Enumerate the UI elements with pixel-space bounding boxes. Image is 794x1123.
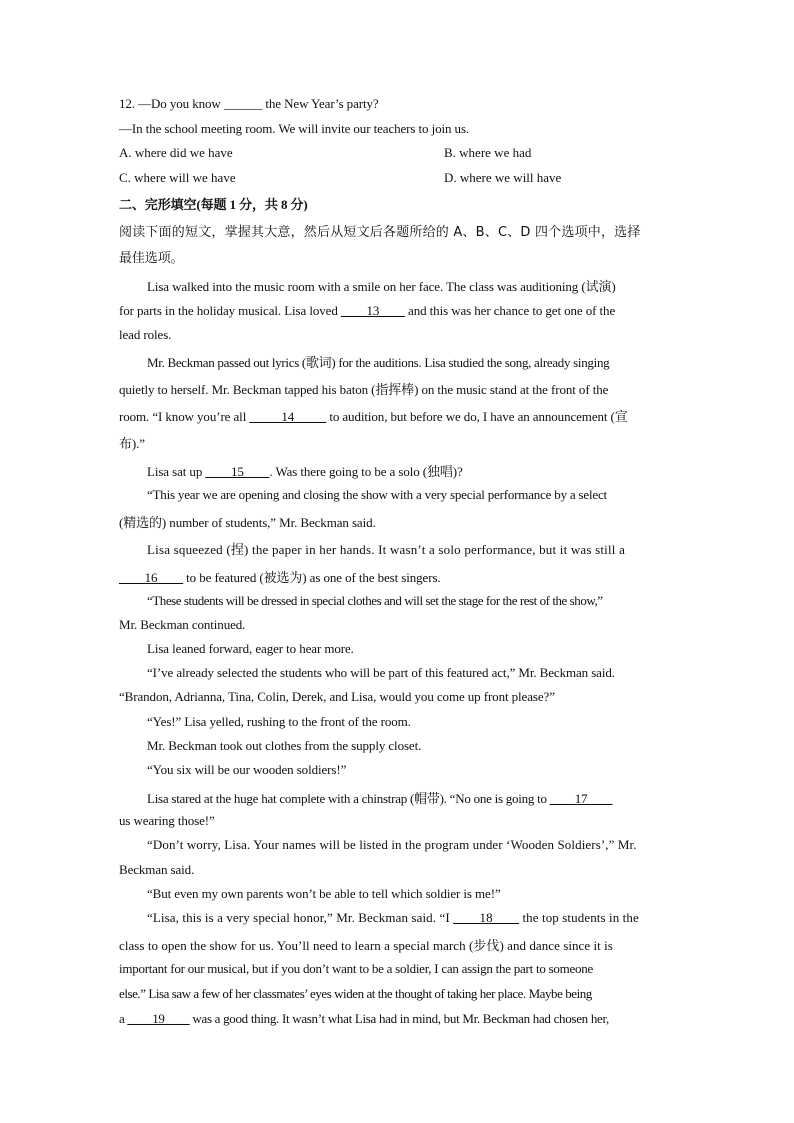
passage-p1-line-1: Lisa walked into the music room with a smile on her face. The class was auditioning (试演): [147, 279, 616, 294]
passage-p7: Lisa leaned forward, eager to hear more.: [147, 641, 354, 656]
option-d: D. where we will have: [444, 170, 562, 185]
passage-p4-line-2: (精选的) number of students,” Mr. Beckman said.: [119, 515, 376, 530]
passage-p15-line-4: else.” Lisa saw a few of her classmates’ eyes widen at the thought of taking her place. Maybe being: [119, 986, 592, 1001]
passage-p2-line-2: quietly to herself. Mr. Beckman tapped his baton (指挥棒) on the music stand at the front of the: [119, 382, 609, 397]
passage-text: “Lisa, this is a very special honor,” Mr. Beckman said. “I: [147, 910, 454, 925]
passage-text: room. “I know you’re all: [119, 409, 250, 424]
passage-p4-line-1: “This year we are opening and closing the show with a very special performance by a select: [147, 487, 607, 502]
section-instruction-line-2: 最佳选项。: [119, 251, 184, 266]
passage-p15-line-1: [147, 910, 639, 926]
passage-text: and this was her chance to get one of the: [404, 303, 616, 318]
passage-p9: “Yes!” Lisa yelled, rushing to the front of the room.: [147, 714, 411, 729]
passage-p12-line-2: us wearing those!”: [119, 813, 215, 828]
passage-text: for parts in the holiday musical. Lisa loved: [119, 303, 341, 318]
passage-p1-line-3: lead roles.: [119, 327, 172, 342]
blank-15: ____15____: [205, 464, 270, 479]
passage-p11: “You six will be our wooden soldiers!”: [147, 762, 347, 777]
section-instruction-line-1: 阅读下面的短文，掌握其大意，然后从短文后各题所给的 A、B、C、D 四个选项中，选择: [119, 225, 641, 240]
option-a: A. where did we have: [119, 145, 233, 160]
passage-p8-line-2: “Brandon, Adrianna, Tina, Colin, Derek, and Lisa, would you come up front please?”: [119, 689, 555, 704]
passage-p13-line-2: Beckman said.: [119, 862, 195, 877]
option-c: C. where will we have: [119, 170, 236, 185]
passage-text: a: [119, 1011, 128, 1026]
passage-text: Lisa stared at the huge hat complete with a chinstrap (帽带). “No one is going to: [147, 791, 550, 806]
passage-p12-line-1: [147, 788, 612, 807]
passage-p2-line-1: Mr. Beckman passed out lyrics (歌词) for the auditions. Lisa studied the song, already singing: [147, 355, 610, 370]
question-12-answer-line: —In the school meeting room. We will invite our teachers to join us.: [119, 121, 470, 136]
passage-p2-line-4: 布).”: [119, 436, 145, 451]
passage-p10: Mr. Beckman took out clothes from the supply closet.: [147, 738, 422, 753]
blank-17: ____17____: [549, 791, 613, 806]
passage-text: to audition, but before we do, I have an announcement (宣: [326, 409, 628, 424]
passage-p15-line-3: important for our musical, but if you don’t want to be a soldier, I can assign the part to someone: [119, 961, 594, 976]
passage-p2-line-3: [119, 406, 628, 425]
passage-text: was a good thing. It wasn’t what Lisa had in mind, but Mr. Beckman had chosen her,: [189, 1011, 609, 1026]
passage-text: Lisa sat up: [147, 464, 206, 479]
passage-p14: “But even my own parents won’t be able to tell which soldier is me!”: [147, 886, 501, 901]
passage-p1-line-2: [119, 303, 615, 319]
passage-p6-line-1: “These students will be dressed in special clothes and will set the stage for the rest of the show,”: [147, 593, 603, 608]
section-heading: 二、完形填空(每题 1 分，共 8 分): [119, 197, 308, 212]
blank-19: ____19____: [127, 1011, 190, 1026]
passage-p3: [147, 461, 463, 480]
passage-text: the top students in the: [519, 910, 639, 925]
passage-p8-line-1: “I’ve already selected the students who will be part of this featured act,” Mr. Beckman said.: [147, 665, 615, 680]
blank-13: ____13____: [340, 303, 405, 318]
passage-p5-line-1: Lisa squeezed (捏) the paper in her hands. It wasn’t a solo performance, but it was still a: [147, 542, 626, 557]
blank-14: _____14_____: [249, 409, 327, 424]
option-b: B. where we had: [444, 145, 532, 160]
passage-p6-line-2: Mr. Beckman continued.: [119, 617, 246, 632]
passage-p5-line-2: [119, 567, 441, 586]
passage-p13-line-1: “Don’t worry, Lisa. Your names will be listed in the program under ‘Wooden Soldiers’,” Mr.: [147, 837, 637, 852]
passage-p15-line-2: class to open the show for us. You’ll need to learn a special march (步伐) and dance since it is: [119, 938, 613, 953]
passage-text: . Was there going to be a solo (独唱)?: [269, 464, 463, 479]
passage-p15-line-5: [119, 1011, 609, 1027]
blank-16: ____16____: [119, 570, 184, 585]
passage-text: to be featured (被选为) as one of the best singers.: [183, 570, 441, 585]
question-12-stem: 12. —Do you know ______ the New Year’s party?: [119, 96, 379, 111]
blank-18: ____18____: [453, 910, 520, 925]
